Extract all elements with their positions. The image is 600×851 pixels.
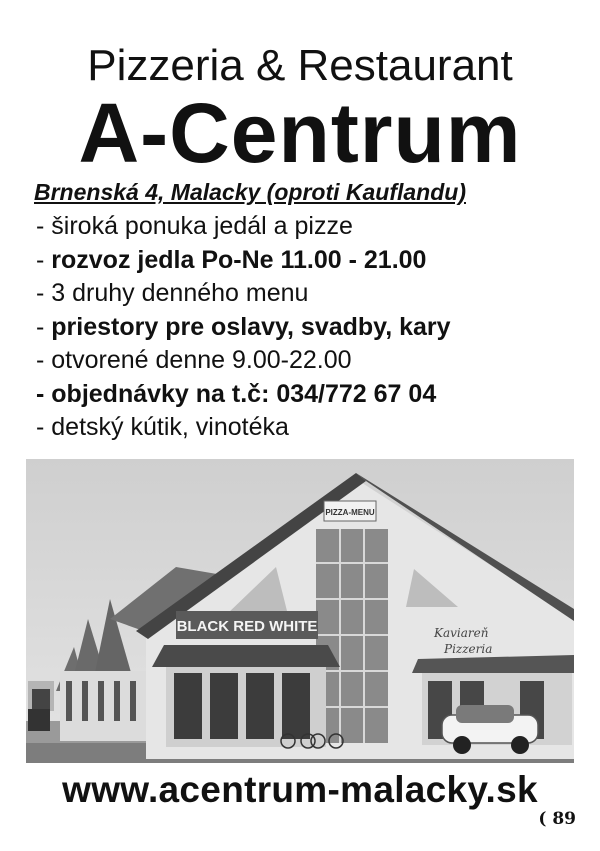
- feature-item: - otvorené denne 9.00-22.00: [36, 346, 352, 374]
- feature-item: - objednávky na t.č: 034/772 67 04: [36, 379, 437, 408]
- feature-item: - detský kútik, vinotéka: [36, 413, 289, 441]
- feature-text: široká ponuka jedál a pizze: [51, 212, 353, 240]
- roof-sign: PIZZA-MENU: [325, 508, 375, 517]
- restaurant-photo: [26, 459, 574, 763]
- store-sign: BLACK RED WHITE: [176, 618, 318, 635]
- business-name: A-Centrum: [78, 86, 522, 180]
- feature-text: detský kútik, vinotéka: [51, 413, 289, 441]
- cafe-sign: Kaviareň: [434, 626, 489, 640]
- feature-text: rozvoz jedla Po-Ne 11.00 - 21.00: [51, 245, 427, 274]
- page-number: ( 89: [538, 809, 576, 829]
- feature-text: objednávky na t.č: 034/772 67 04: [51, 379, 437, 408]
- feature-item: - široká ponuka jedál a pizze: [36, 212, 353, 240]
- website-url: www.acentrum-malacky.sk: [62, 769, 538, 810]
- business-type: Pizzeria & Restaurant: [87, 41, 513, 90]
- feature-text: otvorené denne 9.00-22.00: [51, 346, 352, 374]
- feature-text: 3 druhy denného menu: [51, 279, 309, 307]
- feature-item: - priestory pre oslavy, svadby, kary: [36, 312, 451, 341]
- feature-item: - 3 druhy denného menu: [36, 279, 309, 307]
- feature-text: priestory pre oslavy, svadby, kary: [51, 312, 451, 341]
- pizzeria-sign: Pizzeria: [444, 642, 493, 656]
- feature-item: - rozvoz jedla Po-Ne 11.00 - 21.00: [36, 245, 427, 274]
- feature-list: [36, 210, 576, 445]
- address: Brnenská 4, Malacky (oproti Kauflandu): [34, 179, 466, 205]
